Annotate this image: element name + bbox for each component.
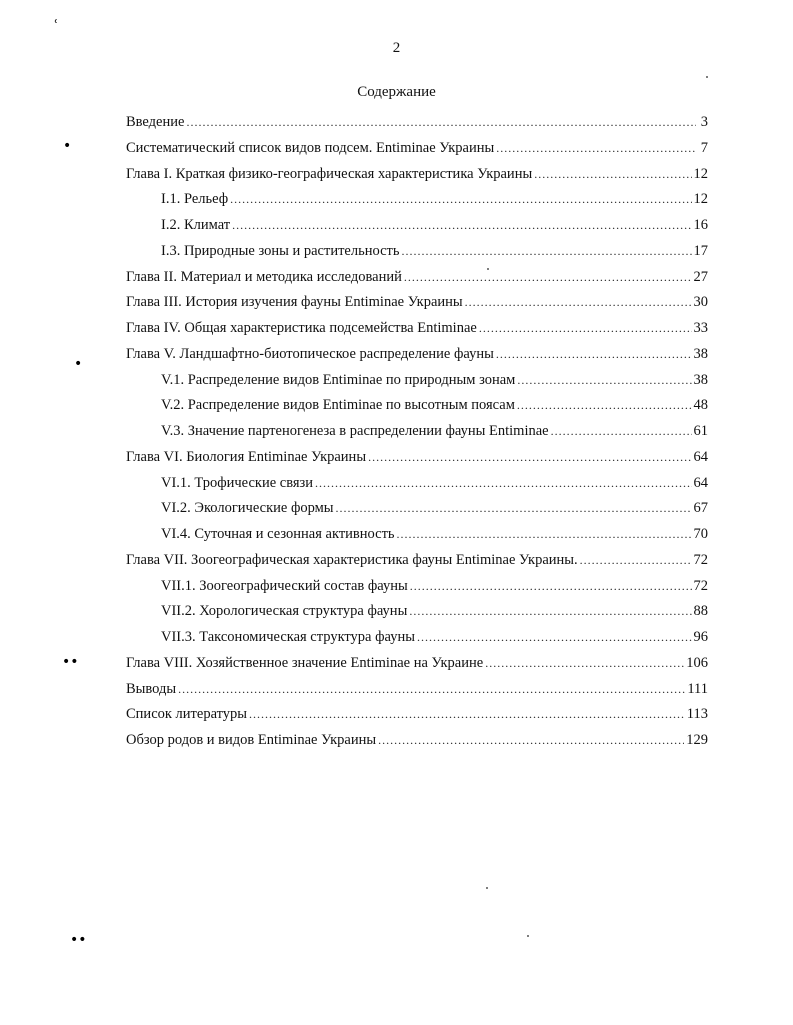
toc-dot-leader [186, 110, 696, 136]
table-of-contents [126, 110, 708, 754]
toc-entry-label: I.3. Природные зоны и растительность [161, 242, 400, 259]
toc-entry-page: 113 [686, 706, 708, 723]
toc-row[interactable] [126, 677, 708, 703]
toc-dot-leader [378, 728, 684, 754]
toc-entry-page: 7 [700, 139, 708, 156]
toc-dot-leader [465, 290, 692, 316]
toc-entry-label: Глава V. Ландшафтно-биотопическое распределение фауны [126, 345, 494, 362]
toc-row[interactable] [126, 419, 708, 445]
toc-dot-leader [336, 496, 692, 522]
toc-entry-label: Систематический список видов подсем. Entiminae Украины [126, 139, 495, 156]
toc-entry-page: 12 [693, 165, 708, 182]
toc-entry-label: VII.2. Хорологическая структура фауны [161, 603, 408, 620]
toc-row[interactable] [126, 316, 708, 342]
toc-entry-label: I.2. Климат [161, 217, 231, 233]
toc-entry-page: 12 [693, 191, 708, 208]
toc-entry-label: VI.1. Трофические связи [161, 474, 314, 491]
toc-row[interactable] [126, 496, 708, 522]
toc-entry-label: V.1. Распределение видов Entiminae по природным зонам [161, 371, 516, 388]
toc-entry-page: 38 [693, 345, 708, 362]
toc-entry-page: 64 [693, 474, 708, 491]
toc-entry-label: Глава VII. Зоогеографическая характеристика фауны Entiminae Украины. [126, 551, 578, 568]
toc-dot-leader [417, 625, 692, 651]
toc-entry-page: 16 [693, 217, 708, 233]
scan-dot [487, 268, 489, 270]
toc-entry-page: 38 [693, 371, 708, 388]
toc-entry-page: 48 [693, 397, 708, 414]
toc-dot-leader [410, 574, 692, 600]
toc-entry-page: 3 [700, 114, 708, 130]
toc-dot-leader [485, 651, 684, 677]
toc-dot-leader [479, 316, 692, 342]
toc-row[interactable] [126, 162, 708, 188]
toc-row[interactable] [126, 187, 708, 213]
scan-dot [486, 887, 488, 889]
toc-entry-page: 96 [693, 629, 708, 645]
toc-entry-page: 111 [687, 680, 708, 697]
toc-entry-page: 70 [693, 526, 708, 542]
toc-entry-label: Глава VIII. Хозяйственное значение Entiminae на Украине [126, 654, 484, 671]
toc-dot-leader [249, 702, 685, 728]
toc-entry-page: 61 [693, 423, 708, 439]
toc-dot-leader [178, 677, 685, 703]
toc-row[interactable] [126, 342, 708, 368]
toc-entry-page: 33 [693, 320, 708, 336]
toc-row[interactable] [126, 368, 708, 394]
toc-entry-label: Глава IV. Общая характеристика подсемейства Entiminae [126, 320, 477, 336]
toc-dot-leader [517, 393, 692, 419]
toc-entry-label: Глава I. Краткая физико-географическая характеристика Украины [126, 165, 533, 182]
scan-speck: ʿ [54, 18, 59, 34]
toc-row[interactable] [126, 651, 708, 677]
toc-dot-leader [580, 548, 692, 574]
toc-dot-leader [551, 419, 692, 445]
scan-speck: •• [62, 654, 79, 670]
toc-entry-label: VII.1. Зоогеографический состав фауны [161, 577, 408, 594]
toc-entry-page: 27 [693, 268, 708, 285]
toc-entry-label: VI.4. Суточная и сезонная активность [161, 526, 395, 542]
toc-entry-label: Глава III. История изучения фауны Entiminae Украины [126, 294, 463, 311]
toc-row[interactable] [126, 574, 708, 600]
toc-entry-page: 72 [693, 551, 708, 568]
scan-speck: • [63, 138, 72, 154]
toc-entry-label: Введение [126, 114, 185, 130]
toc-entry-label: Глава II. Материал и методика исследований [126, 268, 402, 285]
toc-row[interactable] [126, 702, 708, 728]
toc-dot-leader [232, 213, 691, 239]
toc-dot-leader [397, 522, 692, 548]
toc-row[interactable] [126, 471, 708, 497]
toc-row[interactable] [126, 599, 708, 625]
toc-entry-page: 17 [693, 242, 708, 259]
toc-entry-page: 64 [693, 448, 708, 465]
toc-dot-leader [496, 342, 692, 368]
toc-row[interactable] [126, 110, 708, 136]
toc-entry-label: VII.3. Таксономическая структура фауны [161, 629, 415, 645]
toc-entry-page: 30 [693, 294, 708, 311]
toc-entry-page: 129 [686, 732, 708, 748]
scan-dot [527, 935, 529, 937]
toc-row[interactable] [126, 136, 708, 162]
toc-row[interactable] [126, 728, 708, 754]
toc-row[interactable] [126, 213, 708, 239]
toc-row[interactable] [126, 625, 708, 651]
toc-dot-leader [404, 265, 692, 291]
toc-row[interactable] [126, 522, 708, 548]
toc-row[interactable] [126, 239, 708, 265]
toc-dot-leader [368, 445, 691, 471]
toc-dot-leader [496, 136, 696, 162]
page-number: 2 [392, 40, 401, 56]
toc-entry-label: Обзор родов и видов Entiminae Украины [126, 732, 377, 748]
toc-dot-leader [315, 471, 691, 497]
toc-dot-leader [230, 187, 691, 213]
toc-entry-page: 67 [693, 500, 708, 517]
toc-dot-leader [517, 368, 691, 394]
scan-dot [706, 76, 708, 78]
toc-entry-label: I.1. Рельеф [161, 191, 229, 208]
toc-row[interactable] [126, 548, 708, 574]
toc-entry-label: V.2. Распределение видов Entiminae по высотным поясам [161, 397, 515, 414]
toc-entry-page: 106 [686, 654, 708, 671]
toc-entry-label: Выводы [126, 680, 177, 697]
toc-entry-label: V.3. Значение партеногенеза в распределении фауны Entiminae [161, 423, 549, 439]
toc-dot-leader [534, 162, 691, 188]
toc-row[interactable] [126, 265, 708, 291]
toc-title: Содержание [357, 84, 436, 100]
toc-entry-page: 72 [693, 577, 708, 594]
toc-row[interactable] [126, 445, 708, 471]
toc-row[interactable] [126, 290, 708, 316]
toc-entry-page: 88 [693, 603, 708, 620]
toc-entry-label: VI.2. Экологические формы [161, 500, 334, 517]
toc-entry-label: Список литературы [126, 706, 248, 723]
scan-speck: • [74, 356, 83, 372]
toc-dot-leader [409, 599, 691, 625]
scan-speck: •• [70, 932, 87, 948]
toc-row[interactable] [126, 393, 708, 419]
toc-entry-label: Глава VI. Биология Entiminae Украины [126, 448, 367, 465]
toc-dot-leader [401, 239, 691, 265]
